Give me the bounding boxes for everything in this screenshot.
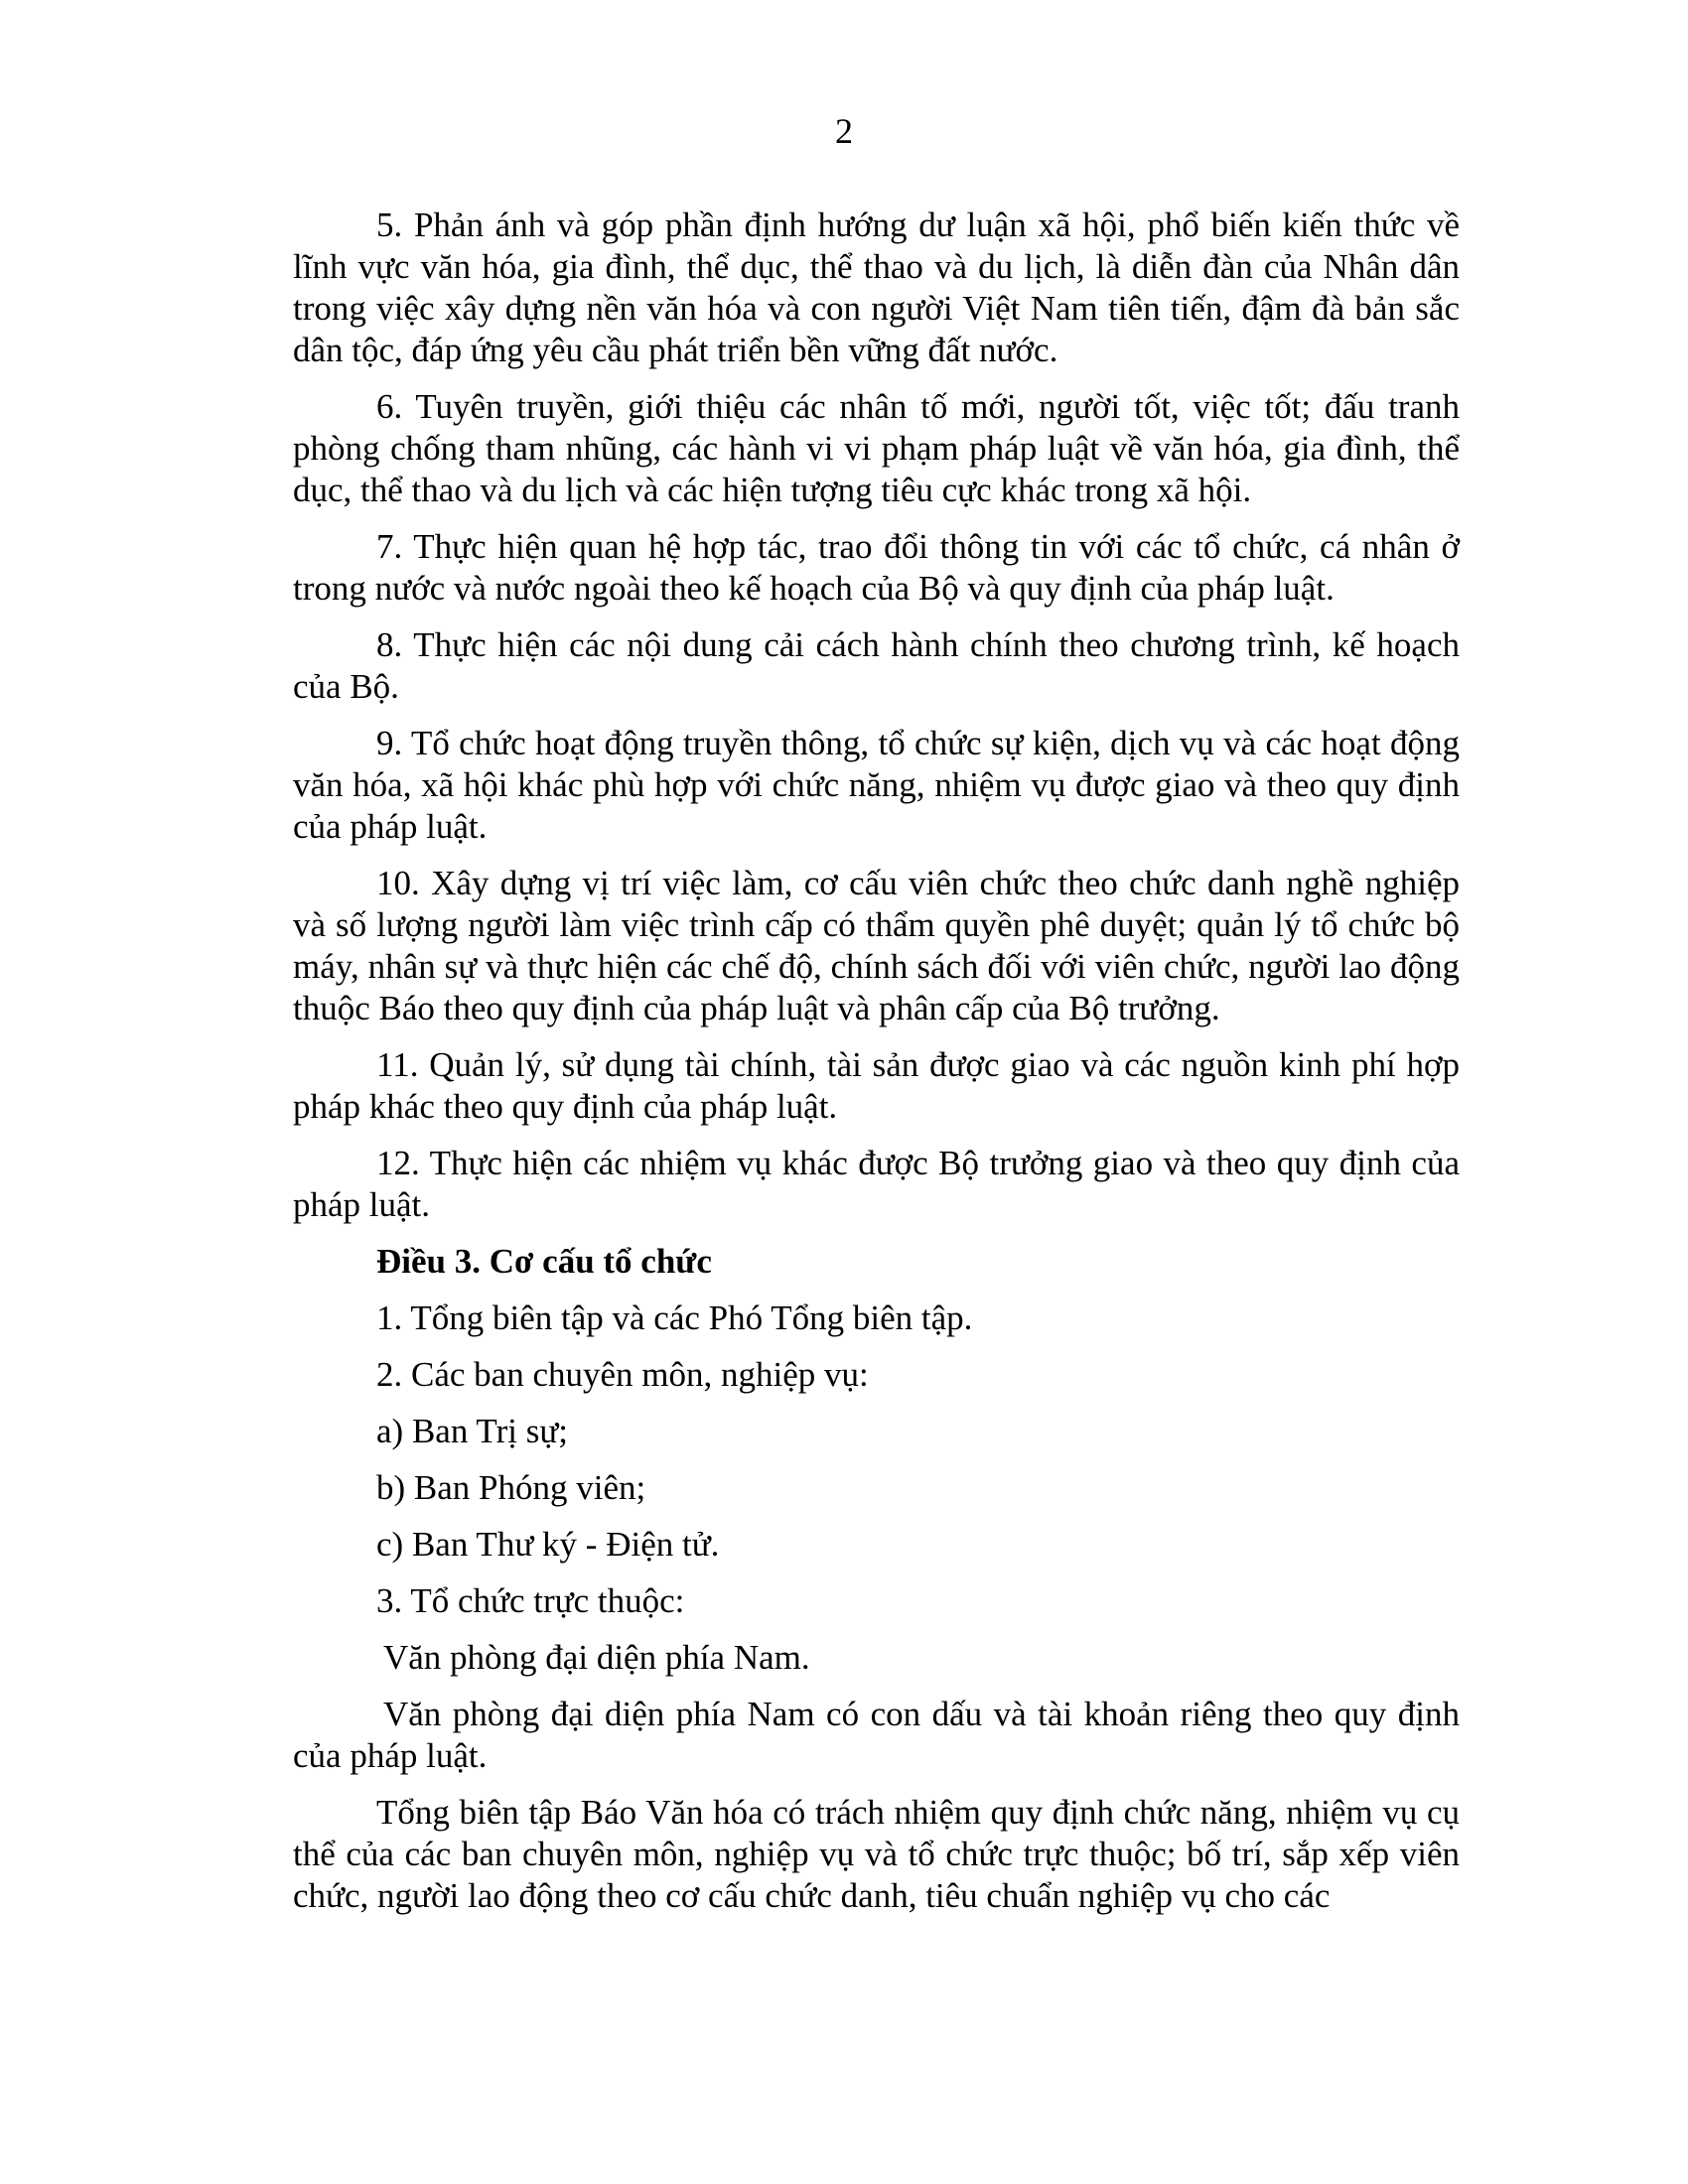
structure-item-1: 1. Tổng biên tập và các Phó Tổng biên tập.: [376, 1298, 973, 1337]
structure-subitem-a: a) Ban Trị sự;: [376, 1412, 569, 1450]
paragraph-item-10: 10. Xây dựng vị trí việc làm, cơ cấu viên chức theo chức danh nghề nghiệp và số lượng người làm việc trình cấp có thẩm quyền phê duyệt; quản lý tổ chức bộ máy, nhân sự và thực hiện các chế độ, chính sách đối với viên chức, người lao động thuộc Báo theo quy định của pháp luật và phân cấp của Bộ trưởng.: [293, 864, 1460, 1027]
page-number: 2: [835, 111, 853, 151]
structure-item-2: 2. Các ban chuyên môn, nghiệp vụ:: [376, 1355, 869, 1394]
structure-item-3: 3. Tổ chức trực thuộc:: [376, 1581, 685, 1620]
paragraph-item-12: 12. Thực hiện các nhiệm vụ khác được Bộ trưởng giao và theo quy định của pháp luật.: [293, 1144, 1460, 1224]
article-3-heading: Điều 3. Cơ cấu tổ chức: [376, 1242, 712, 1281]
structure-subitem-c: c) Ban Thư ký - Điện tử.: [376, 1525, 720, 1564]
paragraph-item-6: 6. Tuyên truyền, giới thiệu các nhân tố mới, người tốt, việc tốt; đấu tranh phòng chống tham nhũng, các hành vi vi phạm pháp luật về văn hóa, gia đình, thể dục, thể thao và du lịch và các hiện tượng tiêu cực khác trong xã hội.: [293, 387, 1460, 509]
paragraph-item-9: 9. Tổ chức hoạt động truyền thông, tổ chức sự kiện, dịch vụ và các hoạt động văn hóa, xã hội khác phù hợp với chức năng, nhiệm vụ được giao và theo quy định của pháp luật.: [293, 724, 1460, 846]
paragraph-item-5: 5. Phản ánh và góp phần định hướng dư luận xã hội, phổ biến kiến thức về lĩnh vực văn hóa, gia đình, thể dục, thể thao và du lịch, là diễn đàn của Nhân dân trong việc xây dựng nền văn hóa và con người Việt Nam tiên tiến, đậm đà bản sắc dân tộc, đáp ứng yêu cầu phát triển bền vững đất nước.: [293, 205, 1460, 369]
paragraph-item-11: 11. Quản lý, sử dụng tài chính, tài sản được giao và các nguồn kinh phí hợp pháp khác theo quy định của pháp luật.: [293, 1045, 1460, 1126]
southern-office-line: Văn phòng đại diện phía Nam.: [383, 1638, 810, 1677]
southern-office-note: Văn phòng đại diện phía Nam có con dấu và tài khoản riêng theo quy định của pháp luật.: [293, 1695, 1460, 1775]
structure-subitem-b: b) Ban Phóng viên;: [376, 1468, 646, 1507]
paragraph-item-7: 7. Thực hiện quan hệ hợp tác, trao đổi thông tin với các tổ chức, cá nhân ở trong nước và nước ngoài theo kế hoạch của Bộ và quy định của pháp luật.: [293, 527, 1460, 608]
paragraph-item-8: 8. Thực hiện các nội dung cải cách hành chính theo chương trình, kế hoạch của Bộ.: [293, 625, 1460, 706]
editor-in-chief-responsibility: Tổng biên tập Báo Văn hóa có trách nhiệm quy định chức năng, nhiệm vụ cụ thể của các ban chuyên môn, nghiệp vụ và tổ chức trực thuộc; bố trí, sắp xếp viên chức, người lao động theo cơ cấu chức danh, tiêu chuẩn nghiệp vụ cho các: [293, 1793, 1460, 1915]
document-body: [293, 205, 1460, 1932]
